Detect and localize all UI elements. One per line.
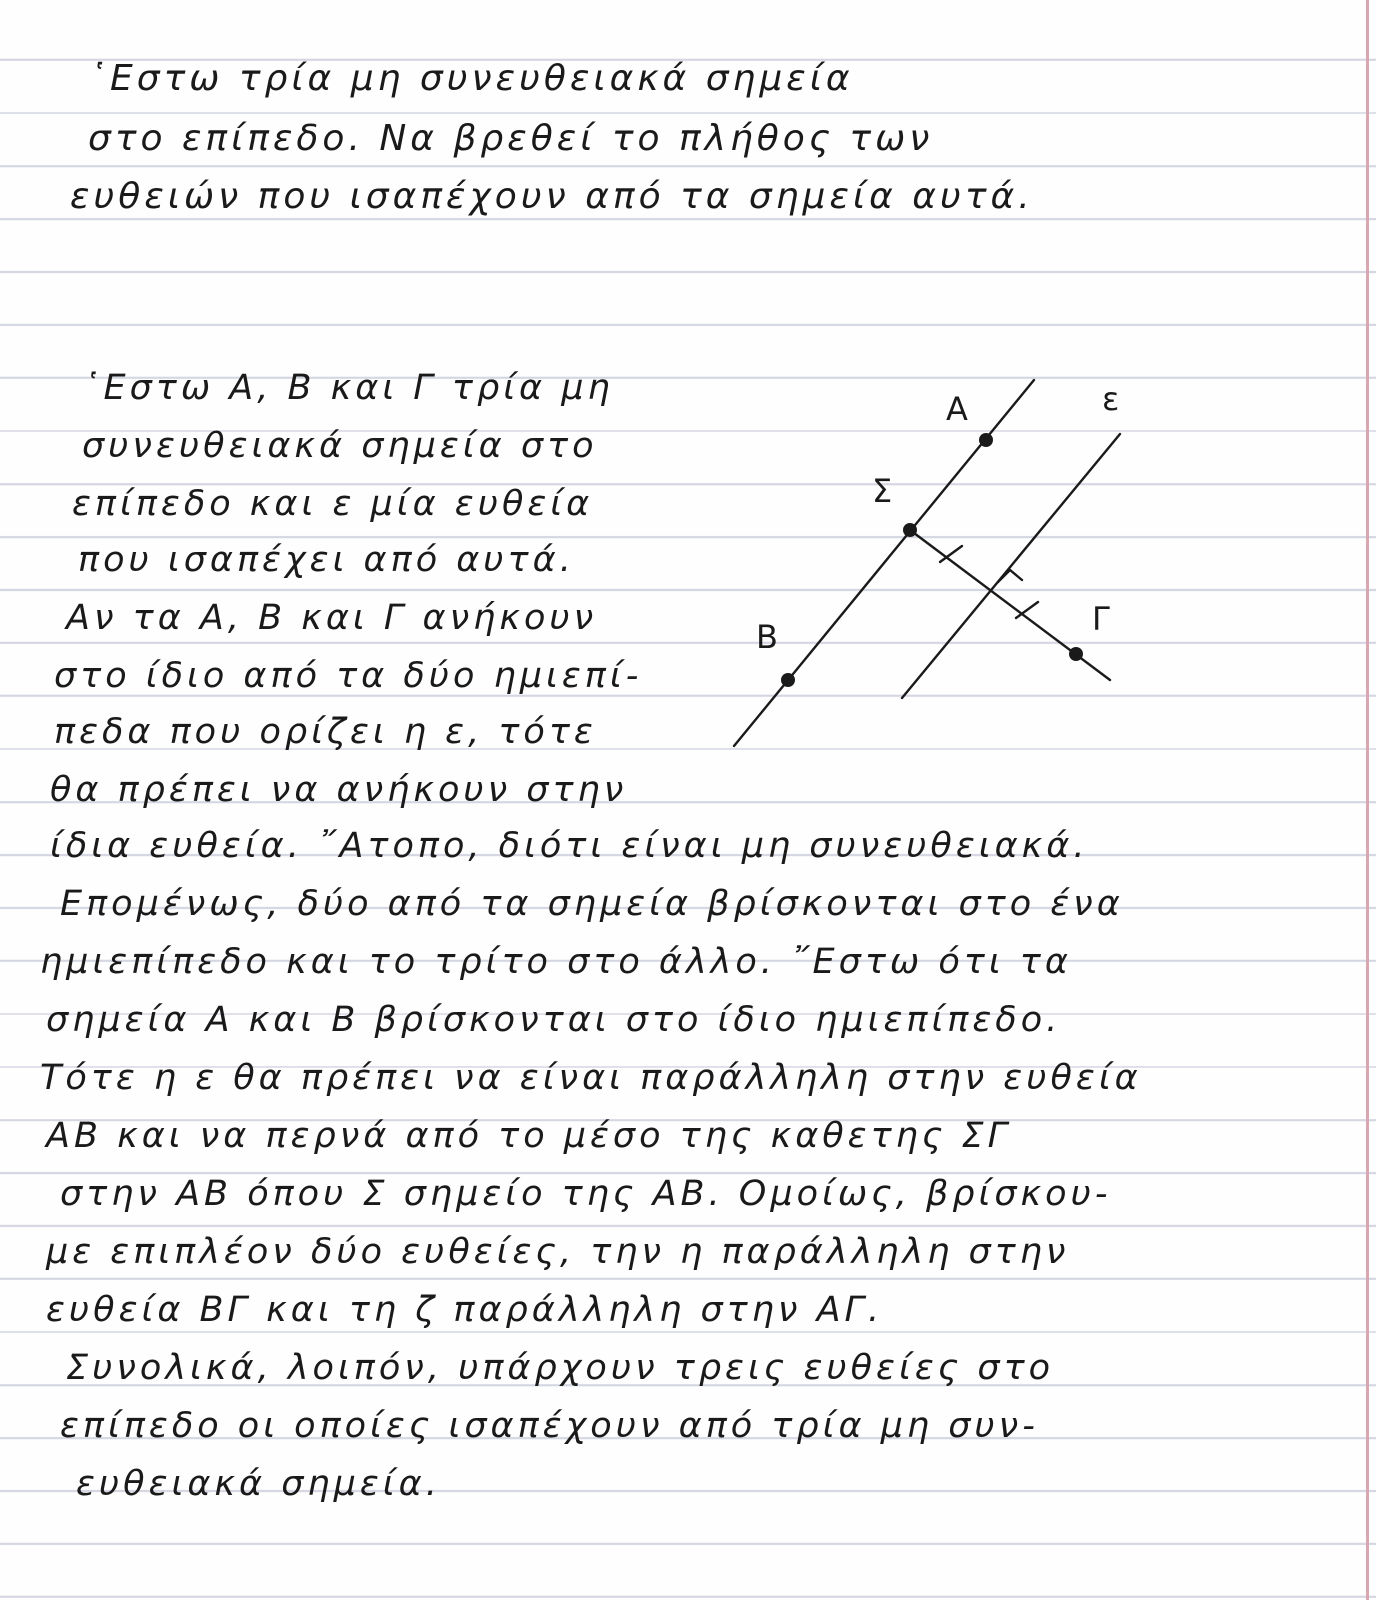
label-e: ε (1102, 380, 1120, 418)
solution-line-8: θα πρέπει να ανήκουν στην (50, 770, 628, 810)
right-angle-mark-2 (1010, 570, 1022, 580)
right-angle-mark-1 (998, 570, 1010, 582)
point-g (1069, 647, 1083, 661)
solution-line-1: ῾Εστω Α, Β και Γ τρία μη (82, 368, 614, 408)
solution-line-7: πεδα που ορίζει η ε, τότε (54, 712, 597, 752)
point-s (903, 523, 917, 537)
label-b: Β (756, 618, 778, 656)
solution-line-11: ημιεπίπεδο και το τρίτο στο άλλο. ῎Εστω ότι τα (40, 942, 1072, 982)
line-epsilon (902, 434, 1120, 698)
solution-line-14: ΑΒ και να περνά από το μέσο της καθετης ΣΓ (46, 1116, 1012, 1156)
solution-line-12: σημεία Α και Β βρίσκονται στο ίδιο ημιεπίπεδο. (46, 1000, 1062, 1040)
point-a (979, 433, 993, 447)
solution-line-20: ευθειακά σημεία. (76, 1464, 441, 1504)
solution-line-9: ίδια ευθεία. ῎Ατοπο, διότι είναι μη συνευθειακά. (50, 826, 1089, 866)
label-g: Γ (1092, 600, 1110, 638)
solution-line-17: ευθεία ΒΓ και τη ζ παράλληλη στην ΑΓ. (46, 1290, 884, 1330)
solution-line-5: Αν τα Α, Β και Γ ανήκουν (66, 598, 598, 638)
solution-line-10: Επομένως, δύο από τα σημεία βρίσκονται στο ένα (60, 884, 1124, 924)
problem-line-2: στο επίπεδο. Να βρεθεί το πλήθος των (88, 118, 934, 159)
solution-line-18: Συνολικά, λοιπόν, υπάρχουν τρεις ευθείες στο (66, 1348, 1055, 1388)
solution-line-19: επίπεδο οι οποίες ισαπέχουν από τρία μη συν- (60, 1406, 1039, 1446)
geometry-figure (720, 360, 1140, 760)
problem-line-1: ῾Εστω τρία μη συνευθειακά σημεία (88, 58, 854, 99)
solution-line-4: που ισαπέχει από αυτά. (78, 540, 575, 580)
problem-line-3: ευθειών που ισαπέχουν από τα σημεία αυτά. (70, 176, 1034, 217)
point-b (781, 673, 795, 687)
solution-line-2: συνευθειακά σημεία στο (82, 426, 598, 466)
solution-line-13: Τότε η ε θα πρέπει να είναι παράλληλη στην ευθεία (40, 1058, 1142, 1098)
margin-line (1366, 0, 1369, 1600)
solution-line-16: με επιπλέον δύο ευθείες, την η παράλληλη στην (46, 1232, 1070, 1272)
solution-line-6: στο ίδιο από τα δύο ημιεπί- (54, 656, 643, 696)
label-s: Σ (872, 472, 893, 510)
tick-mark-2 (1016, 602, 1038, 618)
label-a: Α (946, 390, 968, 428)
solution-line-15: στην ΑΒ όπου Σ σημείο της ΑΒ. Ομοίως, βρίσκου- (60, 1174, 1112, 1214)
solution-line-3: επίπεδο και ε μία ευθεία (72, 484, 594, 524)
